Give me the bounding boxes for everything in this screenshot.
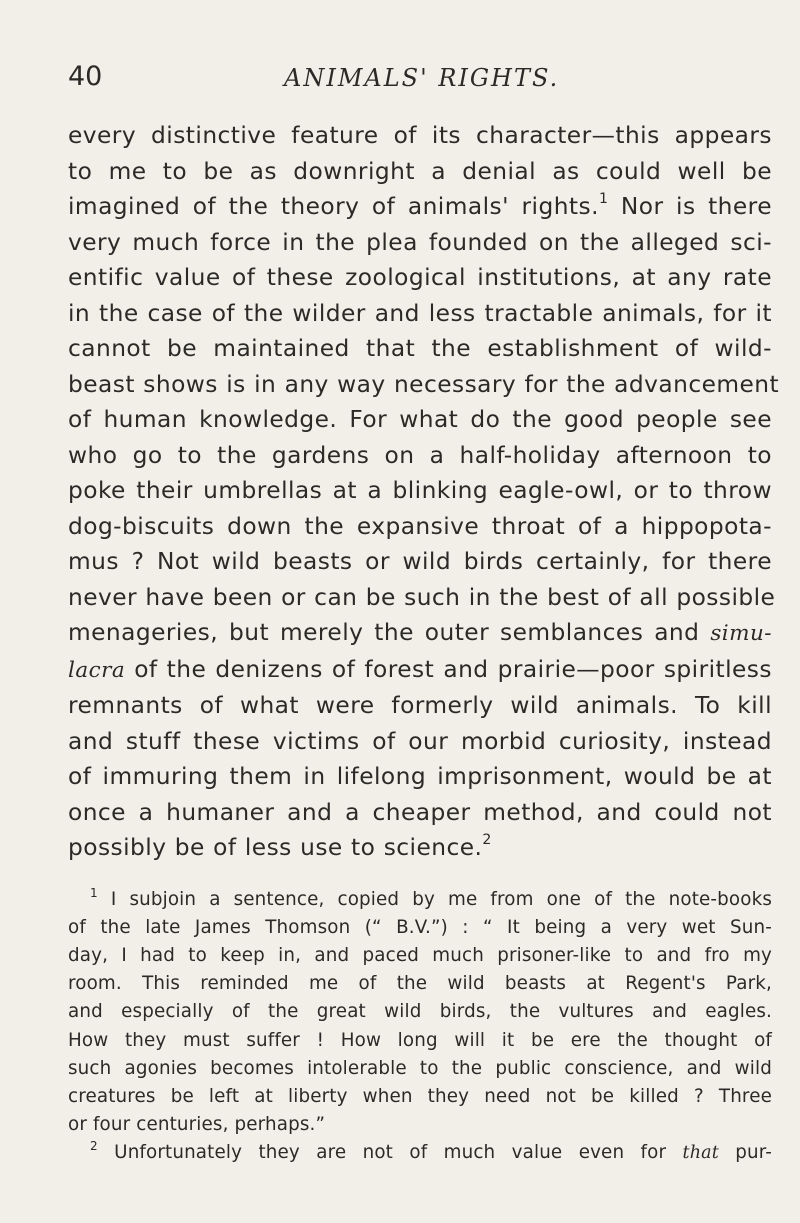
footnote-text: I subjoin a sentence, copied by me from one of the note-books: [97, 888, 772, 910]
body-line: [68, 189, 772, 225]
footnote-line: or four centuries, perhaps.”: [68, 1114, 326, 1136]
body-text-segment: possibly be of less use to science.: [68, 834, 483, 861]
body-line: very much force in the plea founded on the alleged sci-: [68, 228, 772, 256]
footnotes: [68, 886, 772, 1168]
footnote-line: of the late James Thomson (“ B.V.”) : “ It being a very wet Sun-: [68, 916, 772, 938]
body-line: cannot be maintained that the establishment of wild-: [68, 335, 772, 362]
body-line: dog-biscuits down the expansive throat of a hippopota-: [68, 512, 772, 540]
body-text-segment: Nor is there: [608, 193, 772, 220]
footnote-marker: 1: [90, 885, 98, 900]
footnote-line: [68, 886, 772, 914]
footnote-text: pur-: [718, 1142, 772, 1164]
body-line: every distinctive feature of its character—this appears: [68, 122, 772, 149]
body-line: of human knowledge. For what do the good people see: [68, 406, 772, 433]
body-line: mus ? Not wild beasts or wild birds certainly, for there: [68, 548, 772, 575]
running-title: ANIMALS' RIGHTS.: [284, 64, 560, 92]
footnote-line: [68, 1139, 772, 1167]
body-line: to me to be as downright a denial as could well be: [68, 157, 772, 185]
footnote-reference: 1: [598, 191, 609, 207]
body-line: [68, 615, 772, 652]
body-line: and stuff these victims of our morbid curiosity, instead: [68, 727, 772, 755]
italic-term: that: [682, 1143, 719, 1164]
body-paragraph: [68, 118, 780, 866]
body-line: of immuring them in lifelong imprisonment, would be at: [68, 763, 772, 790]
body-line: once a humaner and a cheaper method, and could not: [68, 798, 772, 826]
body-line: never have been or can be such in the best of all possible: [68, 583, 776, 611]
footnote-line: day, I had to keep in, and paced much prisoner-like to and fro my: [68, 944, 772, 966]
body-text-segment: imagined of the theory of animals' rights.: [68, 193, 599, 220]
page-header: [68, 54, 772, 102]
footnote-text: Unfortunately they are not of much value even for: [97, 1142, 683, 1164]
body-text-segment: of the denizens of forest and prairie—poor spiritless: [125, 655, 772, 683]
body-line: in the case of the wilder and less tractable animals, for it: [68, 299, 772, 327]
page-number: 40: [68, 61, 103, 92]
body-line: poke their umbrellas at a blinking eagle-owl, or to throw: [68, 477, 772, 504]
footnote-line: creatures be left at liberty when they need not be killed ? Three: [68, 1085, 772, 1107]
footnote-marker: 2: [90, 1139, 98, 1154]
body-line: entific value of these zoological institutions, at any rate: [68, 264, 772, 291]
body-line: [68, 830, 772, 866]
footnote-line: How they must suffer ! How long will it be ere the thought of: [68, 1029, 772, 1051]
italic-term: simu-: [710, 621, 772, 646]
footnote-reference: 2: [482, 832, 492, 848]
footnote-line: such agonies becomes intolerable to the public conscience, and wild: [68, 1057, 772, 1079]
body-text-segment: menageries, but merely the outer semblances and: [68, 619, 711, 646]
body-line: remnants of what were formerly wild animals. To kill: [68, 692, 772, 719]
body-line: [68, 652, 772, 689]
footnote-line: and especially of the great wild birds, the vultures and eagles.: [68, 1001, 772, 1023]
footnote-line: room. This reminded me of the wild beasts at Regent's Park,: [68, 973, 772, 995]
book-page: [68, 54, 780, 1168]
body-line: beast shows is in any way necessary for the advancement: [68, 370, 780, 398]
body-line: who go to the gardens on a half-holiday afternoon to: [68, 441, 772, 469]
italic-term: lacra: [68, 657, 126, 683]
